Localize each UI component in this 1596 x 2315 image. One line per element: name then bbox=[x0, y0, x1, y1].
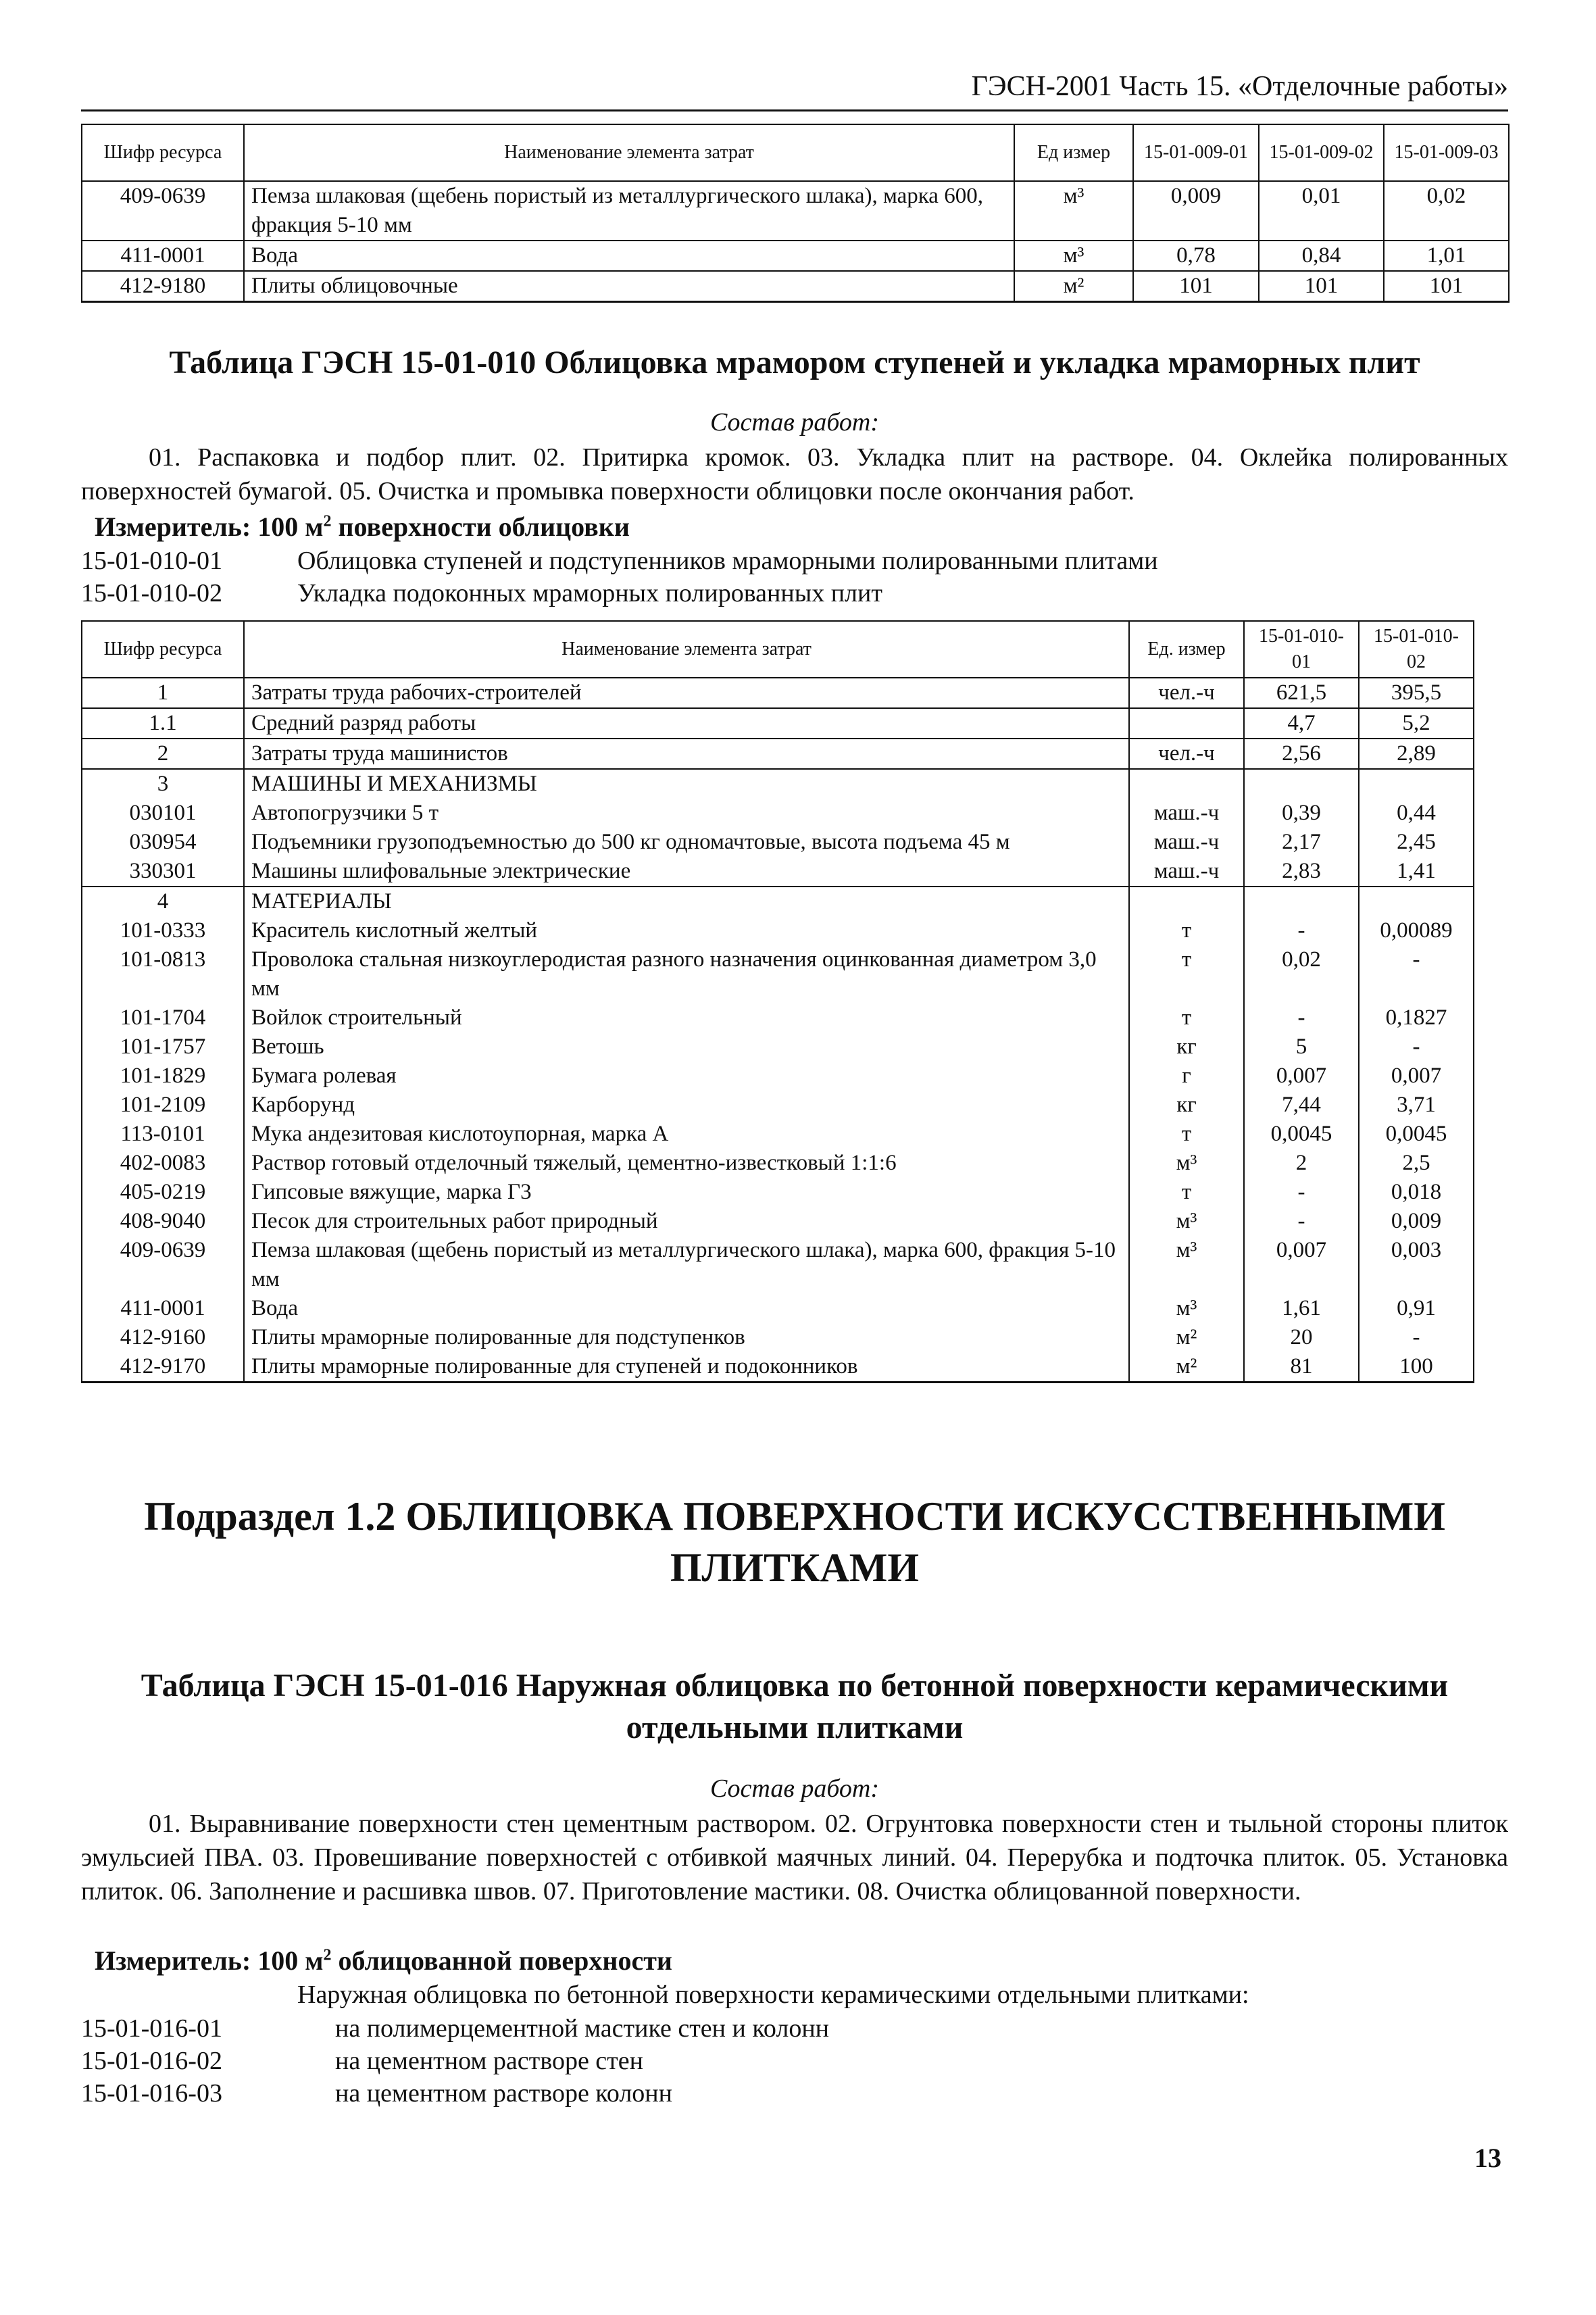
value-cell: 0,0045 bbox=[1359, 1120, 1474, 1149]
value-cell: 2,45 bbox=[1359, 828, 1474, 857]
resource-code: 409-0639 bbox=[82, 181, 244, 241]
table-row bbox=[82, 1091, 1474, 1120]
table-row bbox=[82, 1149, 1474, 1178]
meter-tail: поверхности облицовки bbox=[338, 512, 630, 542]
table-row bbox=[82, 828, 1474, 857]
value-cell bbox=[1359, 887, 1474, 916]
meter-value: 100 м bbox=[257, 1945, 324, 1976]
unit: кг bbox=[1129, 1091, 1244, 1120]
resource-code: 409-0639 bbox=[82, 1236, 244, 1294]
value-cell: - bbox=[1244, 1178, 1359, 1207]
resource-name: Затраты труда рабочих-строителей bbox=[244, 678, 1129, 708]
value-cell: 20 bbox=[1244, 1323, 1359, 1352]
unit: т bbox=[1129, 1178, 1244, 1207]
unit: кг bbox=[1129, 1032, 1244, 1062]
unit: м³ bbox=[1129, 1294, 1244, 1323]
unit: м² bbox=[1129, 1352, 1244, 1383]
resource-name: Бумага ролевая bbox=[244, 1062, 1129, 1091]
value-cell bbox=[1244, 887, 1359, 916]
resource-code: 113-0101 bbox=[82, 1120, 244, 1149]
resource-name: Пемза шлаковая (щебень пористый из металлургического шлака), марка 600, фракция 5-10 мм bbox=[244, 1236, 1129, 1294]
norm-item bbox=[81, 545, 1158, 577]
value-cell: 0,009 bbox=[1133, 181, 1259, 241]
table-row bbox=[82, 1032, 1474, 1062]
unit: маш.-ч bbox=[1129, 799, 1244, 828]
resource-code: 402-0083 bbox=[82, 1149, 244, 1178]
resource-name: Вода bbox=[244, 1294, 1129, 1323]
resource-name: Пемза шлаковая (щебень пористый из металлургического шлака), марка 600, фракция 5-10 мм bbox=[244, 181, 1014, 241]
table-row bbox=[82, 708, 1474, 739]
resource-code: 030101 bbox=[82, 799, 244, 828]
value-cell: 1,61 bbox=[1244, 1294, 1359, 1323]
resource-name: Войлок строительный bbox=[244, 1003, 1129, 1032]
resource-name: Краситель кислотный желтый bbox=[244, 916, 1129, 945]
meter-sup: 2 bbox=[323, 1946, 332, 1964]
composition-text: 01. Распаковка и подбор плит. 02. Притирка кромок. 03. Укладка плит на растворе. 04. Оклейка полированных поверхностей бумагой. 05. Очистка и промывка поверхности облицовки после окончания работ. bbox=[81, 443, 1508, 505]
column-header: Шифр ресурса bbox=[82, 621, 244, 678]
value-cell: 1,01 bbox=[1384, 241, 1509, 271]
resource-code: 411-0001 bbox=[82, 1294, 244, 1323]
value-cell: 0,02 bbox=[1244, 945, 1359, 1003]
table-row bbox=[82, 1120, 1474, 1149]
norm-item bbox=[81, 2045, 643, 2077]
unit: т bbox=[1129, 945, 1244, 1003]
meter-line bbox=[95, 1943, 672, 1978]
norm-text: Укладка подоконных мраморных полированных плит bbox=[297, 579, 882, 607]
table-row bbox=[82, 916, 1474, 945]
table-row bbox=[82, 1294, 1474, 1323]
value-cell: 0,02 bbox=[1384, 181, 1509, 241]
value-cell: 2,89 bbox=[1359, 739, 1474, 769]
table-row bbox=[82, 678, 1474, 708]
value-cell: 101 bbox=[1384, 271, 1509, 302]
unit: м² bbox=[1129, 1323, 1244, 1352]
value-cell: 4,7 bbox=[1244, 708, 1359, 739]
resource-code: 408-9040 bbox=[82, 1207, 244, 1236]
table-header-row bbox=[82, 621, 1474, 678]
composition-label: Состав работ: bbox=[709, 1774, 880, 1803]
table-row bbox=[82, 945, 1474, 1003]
value-cell: 0,1827 bbox=[1359, 1003, 1474, 1032]
norm-item bbox=[81, 2012, 829, 2045]
column-header: Шифр ресурса bbox=[82, 124, 244, 181]
norm-code: 15-01-016-01 bbox=[81, 2014, 222, 2043]
table-15-01-010 bbox=[81, 620, 1474, 1383]
value-cell: 3,71 bbox=[1359, 1091, 1474, 1120]
resource-code: 101-2109 bbox=[82, 1091, 244, 1120]
value-cell: 101 bbox=[1133, 271, 1259, 302]
value-cell: 0,84 bbox=[1259, 241, 1384, 271]
resource-code: 101-0813 bbox=[82, 945, 244, 1003]
value-cell: 0,39 bbox=[1244, 799, 1359, 828]
unit: маш.-ч bbox=[1129, 857, 1244, 887]
table-row bbox=[82, 1178, 1474, 1207]
table-row bbox=[82, 181, 1509, 241]
header-divider bbox=[81, 109, 1508, 111]
resource-name: Карборунд bbox=[244, 1091, 1129, 1120]
table-header-row bbox=[82, 124, 1509, 181]
value-cell: 2,56 bbox=[1244, 739, 1359, 769]
unit: м² bbox=[1014, 271, 1133, 302]
value-cell: 2,17 bbox=[1244, 828, 1359, 857]
unit: м³ bbox=[1014, 241, 1133, 271]
value-cell: 5,2 bbox=[1359, 708, 1474, 739]
resource-code: 101-1829 bbox=[82, 1062, 244, 1091]
value-cell: 0,009 bbox=[1359, 1207, 1474, 1236]
resource-name: Мука андезитовая кислотоупорная, марка А bbox=[244, 1120, 1129, 1149]
column-header: 15-01-010-01 bbox=[1244, 621, 1359, 678]
value-cell: 0,018 bbox=[1359, 1178, 1474, 1207]
value-cell: 2,83 bbox=[1244, 857, 1359, 887]
norm-item bbox=[81, 577, 882, 609]
value-cell: 0,007 bbox=[1244, 1062, 1359, 1091]
value-cell: 0,44 bbox=[1359, 799, 1474, 828]
table-title-15-01-016 bbox=[81, 1665, 1508, 1749]
resource-code: 412-9180 bbox=[82, 271, 244, 302]
group-row bbox=[82, 887, 1474, 916]
column-header: Ед. измер bbox=[1129, 621, 1244, 678]
norm-intro: Наружная облицовка по бетонной поверхности керамическими отдельными плитками: bbox=[297, 1981, 1249, 2009]
resource-code: 330301 bbox=[82, 857, 244, 887]
composition-label: Состав работ: bbox=[709, 408, 880, 437]
norm-code: 15-01-016-03 bbox=[81, 2079, 222, 2108]
resource-name: Вода bbox=[244, 241, 1014, 271]
resource-code: 2 bbox=[82, 739, 244, 769]
value-cell: - bbox=[1244, 1003, 1359, 1032]
resource-code: 4 bbox=[82, 887, 244, 916]
resource-name: Затраты труда машинистов bbox=[244, 739, 1129, 769]
title-line: Таблица ГЭСН 15-01-016 Наружная облицовка по бетонной поверхности керамическими bbox=[141, 1668, 1449, 1703]
resource-code: 101-1704 bbox=[82, 1003, 244, 1032]
resource-code: 1.1 bbox=[82, 708, 244, 739]
unit: г bbox=[1129, 1062, 1244, 1091]
value-cell: - bbox=[1359, 1323, 1474, 1352]
norm-code: 15-01-016-02 bbox=[81, 2047, 222, 2075]
value-cell: 7,44 bbox=[1244, 1091, 1359, 1120]
unit: маш.-ч bbox=[1129, 828, 1244, 857]
meter-tail: облицованной поверхности bbox=[338, 1945, 672, 1976]
column-header: 15-01-009-02 bbox=[1259, 124, 1384, 181]
column-header: Наименование элемента затрат bbox=[244, 124, 1014, 181]
resource-name: Гипсовые вяжущие, марка Г3 bbox=[244, 1178, 1129, 1207]
running-header: ГЭСН-2001 Часть 15. «Отделочные работы» bbox=[971, 71, 1508, 102]
meter-label: Измеритель: bbox=[95, 512, 251, 542]
subsection-title bbox=[81, 1491, 1508, 1593]
group-row bbox=[82, 769, 1474, 799]
resource-name: Машины шлифовальные электрические bbox=[244, 857, 1129, 887]
norm-item bbox=[81, 2077, 672, 2110]
norm-text: на полимерцементной мастике стен и колонн bbox=[335, 2014, 829, 2043]
meter-value: 100 м bbox=[257, 512, 324, 542]
meter-label: Измеритель: bbox=[95, 1945, 251, 1976]
resource-code: 405-0219 bbox=[82, 1178, 244, 1207]
norm-code: 15-01-010-02 bbox=[81, 579, 222, 607]
value-cell bbox=[1359, 769, 1474, 799]
table-row bbox=[82, 857, 1474, 887]
column-header: Ед измер bbox=[1014, 124, 1133, 181]
value-cell: 5 bbox=[1244, 1032, 1359, 1062]
value-cell: 0,01 bbox=[1259, 181, 1384, 241]
unit: м³ bbox=[1129, 1149, 1244, 1178]
table-row bbox=[82, 1003, 1474, 1032]
value-cell: - bbox=[1359, 945, 1474, 1003]
resource-code: 101-1757 bbox=[82, 1032, 244, 1062]
norm-text: Облицовка ступеней и подступенников мраморными полированными плитами bbox=[297, 547, 1158, 575]
value-cell: 0,91 bbox=[1359, 1294, 1474, 1323]
value-cell: 2,5 bbox=[1359, 1149, 1474, 1178]
table-row bbox=[82, 1352, 1474, 1383]
page-number: 13 bbox=[1474, 2143, 1501, 2173]
subsection-title-line: Подраздел 1.2 ОБЛИЦОВКА ПОВЕРХНОСТИ ИСКУССТВЕННЫМИ bbox=[144, 1494, 1445, 1539]
column-header: Наименование элемента затрат bbox=[244, 621, 1129, 678]
value-cell: 395,5 bbox=[1359, 678, 1474, 708]
value-cell: 1,41 bbox=[1359, 857, 1474, 887]
subsection-title-line: ПЛИТКАМИ bbox=[670, 1545, 920, 1590]
resource-name: Проволока стальная низкоуглеродистая разного назначения оцинкованная диаметром 3,0 мм bbox=[244, 945, 1129, 1003]
resource-code: 3 bbox=[82, 769, 244, 799]
value-cell: 0,00089 bbox=[1359, 916, 1474, 945]
norm-code: 15-01-010-01 bbox=[81, 547, 222, 575]
column-header: 15-01-010-02 bbox=[1359, 621, 1474, 678]
table-row bbox=[82, 1236, 1474, 1294]
column-header: 15-01-009-03 bbox=[1384, 124, 1509, 181]
value-cell: 0,0045 bbox=[1244, 1120, 1359, 1149]
unit: м³ bbox=[1129, 1236, 1244, 1294]
unit: м³ bbox=[1129, 1207, 1244, 1236]
value-cell: 101 bbox=[1259, 271, 1384, 302]
resource-name: Подъемники грузоподъемностью до 500 кг одномачтовые, высота подъема 45 м bbox=[244, 828, 1129, 857]
value-cell: - bbox=[1244, 916, 1359, 945]
value-cell: 0,007 bbox=[1244, 1236, 1359, 1294]
norm-text: на цементном растворе колонн bbox=[335, 2079, 672, 2108]
value-cell: - bbox=[1244, 1207, 1359, 1236]
value-cell: 2 bbox=[1244, 1149, 1359, 1178]
resource-name: Песок для строительных работ природный bbox=[244, 1207, 1129, 1236]
resource-code: 412-9170 bbox=[82, 1352, 244, 1383]
meter-line bbox=[95, 509, 630, 545]
value-cell: 81 bbox=[1244, 1352, 1359, 1383]
unit: чел.-ч bbox=[1129, 739, 1244, 769]
unit: м³ bbox=[1014, 181, 1133, 241]
resource-name: Ветошь bbox=[244, 1032, 1129, 1062]
value-cell bbox=[1244, 769, 1359, 799]
resource-code: 030954 bbox=[82, 828, 244, 857]
value-cell: 100 bbox=[1359, 1352, 1474, 1383]
table-continuation-15-01-009 bbox=[81, 124, 1510, 303]
table-row bbox=[82, 1207, 1474, 1236]
table-row bbox=[82, 271, 1509, 302]
unit: чел.-ч bbox=[1129, 678, 1244, 708]
table-row bbox=[82, 739, 1474, 769]
unit: т bbox=[1129, 1003, 1244, 1032]
resource-name: Плиты облицовочные bbox=[244, 271, 1014, 302]
value-cell: 0,78 bbox=[1133, 241, 1259, 271]
unit: т bbox=[1129, 916, 1244, 945]
resource-name: Автопогрузчики 5 т bbox=[244, 799, 1129, 828]
unit bbox=[1129, 708, 1244, 739]
resource-code: 412-9160 bbox=[82, 1323, 244, 1352]
resource-code: 101-0333 bbox=[82, 916, 244, 945]
value-cell: 0,007 bbox=[1359, 1062, 1474, 1091]
resource-name: Плиты мраморные полированные для подступенков bbox=[244, 1323, 1129, 1352]
value-cell: 0,003 bbox=[1359, 1236, 1474, 1294]
composition-text: 01. Выравнивание поверхности стен цементным раствором. 02. Огрунтовка поверхности стен и тыльной стороны плиток эмульсией ПВА. 03. Провешивание поверхностей с отбивкой маячных линий. 04. Перерубка и подточка плиток. 05. Установка плиток. 06. Заполнение и расшивка швов. 07. Приготовление мастики. 08. Очистка облицованной поверхности. bbox=[81, 1810, 1508, 1906]
value-cell: 621,5 bbox=[1244, 678, 1359, 708]
value-cell: - bbox=[1359, 1032, 1474, 1062]
norm-text: на цементном растворе стен bbox=[335, 2047, 643, 2075]
table-row bbox=[82, 1323, 1474, 1352]
column-header: 15-01-009-01 bbox=[1133, 124, 1259, 181]
table-title-15-01-010: Таблица ГЭСН 15-01-010 Облицовка мрамором ступеней и укладка мраморных плит bbox=[169, 345, 1420, 380]
resource-name: МАТЕРИАЛЫ bbox=[244, 887, 1129, 916]
resource-name: Средний разряд работы bbox=[244, 708, 1129, 739]
table-row bbox=[82, 1062, 1474, 1091]
table-row bbox=[82, 799, 1474, 828]
resource-name: Раствор готовый отделочный тяжелый, цементно-известковый 1:1:6 bbox=[244, 1149, 1129, 1178]
table-row bbox=[82, 241, 1509, 271]
resource-name: Плиты мраморные полированные для ступеней и подоконников bbox=[244, 1352, 1129, 1383]
unit bbox=[1129, 769, 1244, 799]
title-line: отдельными плитками bbox=[626, 1710, 964, 1745]
resource-code: 411-0001 bbox=[82, 241, 244, 271]
meter-sup: 2 bbox=[323, 512, 332, 530]
unit bbox=[1129, 887, 1244, 916]
resource-name: МАШИНЫ И МЕХАНИЗМЫ bbox=[244, 769, 1129, 799]
unit: т bbox=[1129, 1120, 1244, 1149]
resource-code: 1 bbox=[82, 678, 244, 708]
